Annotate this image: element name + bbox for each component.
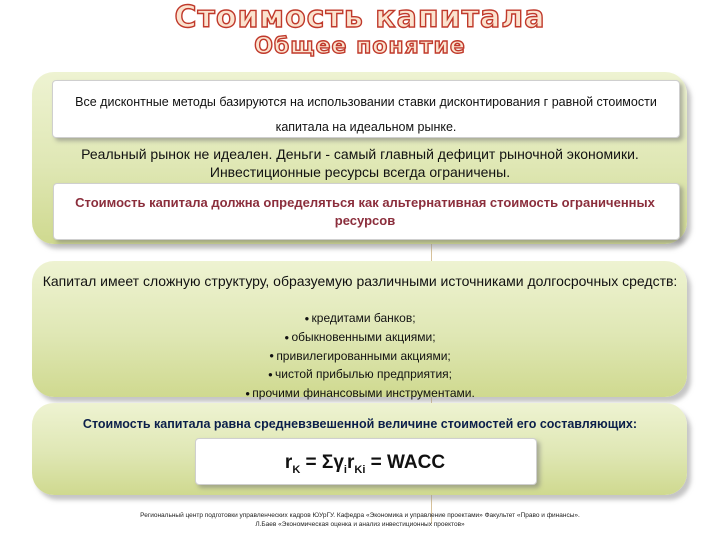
footer-line-2: Л.Баев «Экономическая оценка и анализ инвестиционных проектов» bbox=[255, 521, 465, 528]
capital-structure-text: Капитал имеет сложную структуру, образуемую различными источниками долгосрочных средств: bbox=[42, 273, 678, 289]
list-item: ● кредитами банков; bbox=[40, 309, 680, 328]
footer-line-1: Региональный центр подготовки управленческих кадров ЮУрГУ. Кафедра «Экономика и управление проектами» Факультет «Право и финансы». bbox=[140, 512, 580, 519]
list-item: ● чистой прибылью предприятия; bbox=[40, 365, 680, 384]
wacc-formula: $r_K = \Sigma\gamma_ir_{Ki}$ = WACC bbox=[284, 452, 446, 476]
wacc-definition-text: Стоимость капитала равна средневзвешенной величине стоимостей его составляющих: bbox=[82, 417, 638, 431]
alternative-cost-text: Стоимость капитала должна определяться как альтернативная стоимость ограниченных ресурсов bbox=[75, 195, 655, 228]
list-item: ● прочими финансовыми инструментами. bbox=[40, 384, 680, 403]
real-market-text: Реальный рынок не идеален. Деньги - самый главный дефицит рыночной экономики. Инвестиционные ресурсы всегда ограничены. bbox=[81, 146, 639, 180]
list-item: ● обыкновенными акциями; bbox=[40, 328, 680, 347]
discount-methods-text: Все дисконтные методы базируются на использовании ставки дисконтирования г равной стоимости капитала на идеальном рынке. bbox=[75, 95, 657, 134]
list-item: ● привилегированными акциями; bbox=[40, 347, 680, 366]
slide-subtitle: Общее понятие bbox=[254, 34, 466, 59]
capital-sources-list bbox=[40, 309, 680, 403]
slide-title: Стоимость капитала bbox=[174, 0, 546, 35]
